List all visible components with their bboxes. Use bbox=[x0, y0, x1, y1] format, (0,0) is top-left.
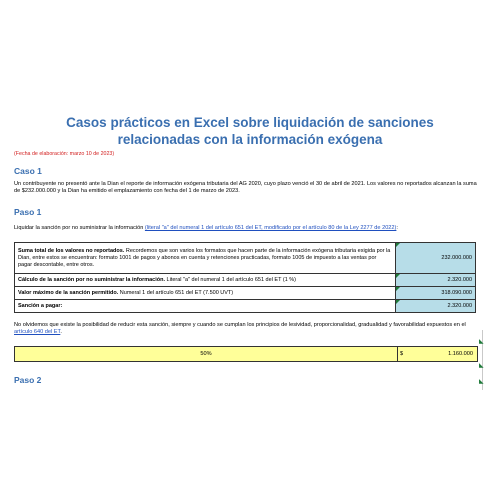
cell-label[interactable] bbox=[15, 274, 396, 287]
paso1-intro-suffix: : bbox=[396, 225, 398, 231]
table-row bbox=[15, 274, 476, 287]
reduction-row bbox=[14, 346, 478, 362]
caso1-heading: Caso 1 bbox=[14, 166, 42, 176]
cell-label[interactable] bbox=[15, 287, 396, 300]
reduction-note bbox=[14, 322, 484, 336]
cell-label[interactable] bbox=[15, 300, 396, 313]
edge-marker-icon: ◣ bbox=[479, 363, 484, 369]
note-link[interactable]: artículo 640 del ET bbox=[14, 329, 61, 336]
paso1-intro-prefix: Liquidar la sanción por no suministrar la información bbox=[14, 225, 145, 231]
cell-value[interactable]: 318.090.000 bbox=[395, 287, 475, 300]
row-label-rest: Literal "a" del numeral 1 del artículo 651 del ET (1 %) bbox=[165, 276, 296, 283]
row-label-bold: Valor máximo de la sanción permitido. bbox=[18, 289, 119, 296]
row-label-bold: Cálculo de la sanción por no suministrar la información. bbox=[18, 276, 166, 283]
page-title: Casos prácticos en Excel sobre liquidación de sanciones relacionadas con la información exógena bbox=[66, 115, 434, 147]
edge-marker-icon: ◣ bbox=[479, 339, 484, 345]
table-row bbox=[15, 287, 476, 300]
note-suffix: . bbox=[60, 329, 62, 336]
paso1-intro-link[interactable]: (literal "a" del numeral 1 del artículo 651 del ET, modificado por el artículo 80 de la Ley 2277 de 2022) bbox=[144, 225, 397, 231]
reduction-amount-cell[interactable]: 1.160.000 bbox=[448, 351, 473, 357]
row-label-bold: Suma total de los valores no reportados. bbox=[18, 247, 125, 254]
row-label-rest: Numeral 1 del artículo 651 del ET (7.500 UVT) bbox=[118, 289, 234, 296]
cell-value[interactable]: 2.320.000 bbox=[395, 300, 475, 313]
currency-symbol: $ bbox=[400, 351, 404, 357]
table-row bbox=[15, 243, 476, 274]
cell-value[interactable]: 2.320.000 bbox=[395, 274, 475, 287]
paso2-heading: Paso 2 bbox=[14, 375, 42, 385]
table-row bbox=[15, 300, 476, 313]
row-label-rest: Recordemos que son varios los formatos que hacen parte de la información exógena tributaria exigida por la Dian, entre estos se encuentran: formato 1001 de pagos y abonos en cuenta y retenciones practicadas, formato 1005 de impuesto a las ventas por pagar descontable, entre otros. bbox=[18, 247, 391, 268]
edge-marker-icon: ◣ bbox=[479, 379, 484, 385]
reduction-percent-cell[interactable]: 50% bbox=[15, 347, 398, 361]
paso1-heading: Paso 1 bbox=[14, 207, 42, 217]
cell-label[interactable] bbox=[15, 243, 396, 274]
date-note: (Fecha de elaboración: marzo 10 de 2023) bbox=[14, 151, 115, 157]
note-prefix: No olvidemos que existe la posibilidad de reducir esta sanción, siempre y cuando se cumplan los principios de lesividad, proporcionalidad, gradualidad y favorabilidad expuestos en el bbox=[14, 322, 466, 328]
paso1-intro bbox=[14, 225, 484, 232]
cell-value[interactable]: 232.000.000 bbox=[395, 243, 475, 274]
row-label-bold: Sanción a pagar: bbox=[18, 302, 63, 309]
caso1-text: Un contribuyente no presentó ante la Dian el reporte de información exógena tributaria del AG 2020, cuyo plazo venció el 30 de abril de 2021. Los valores no reportados alcanzan la suma de $232.000.000 y la Dian ha emitido el emplazamiento con fecha del 1 de marzo de 2023. bbox=[14, 181, 477, 195]
sanction-table bbox=[14, 242, 476, 313]
